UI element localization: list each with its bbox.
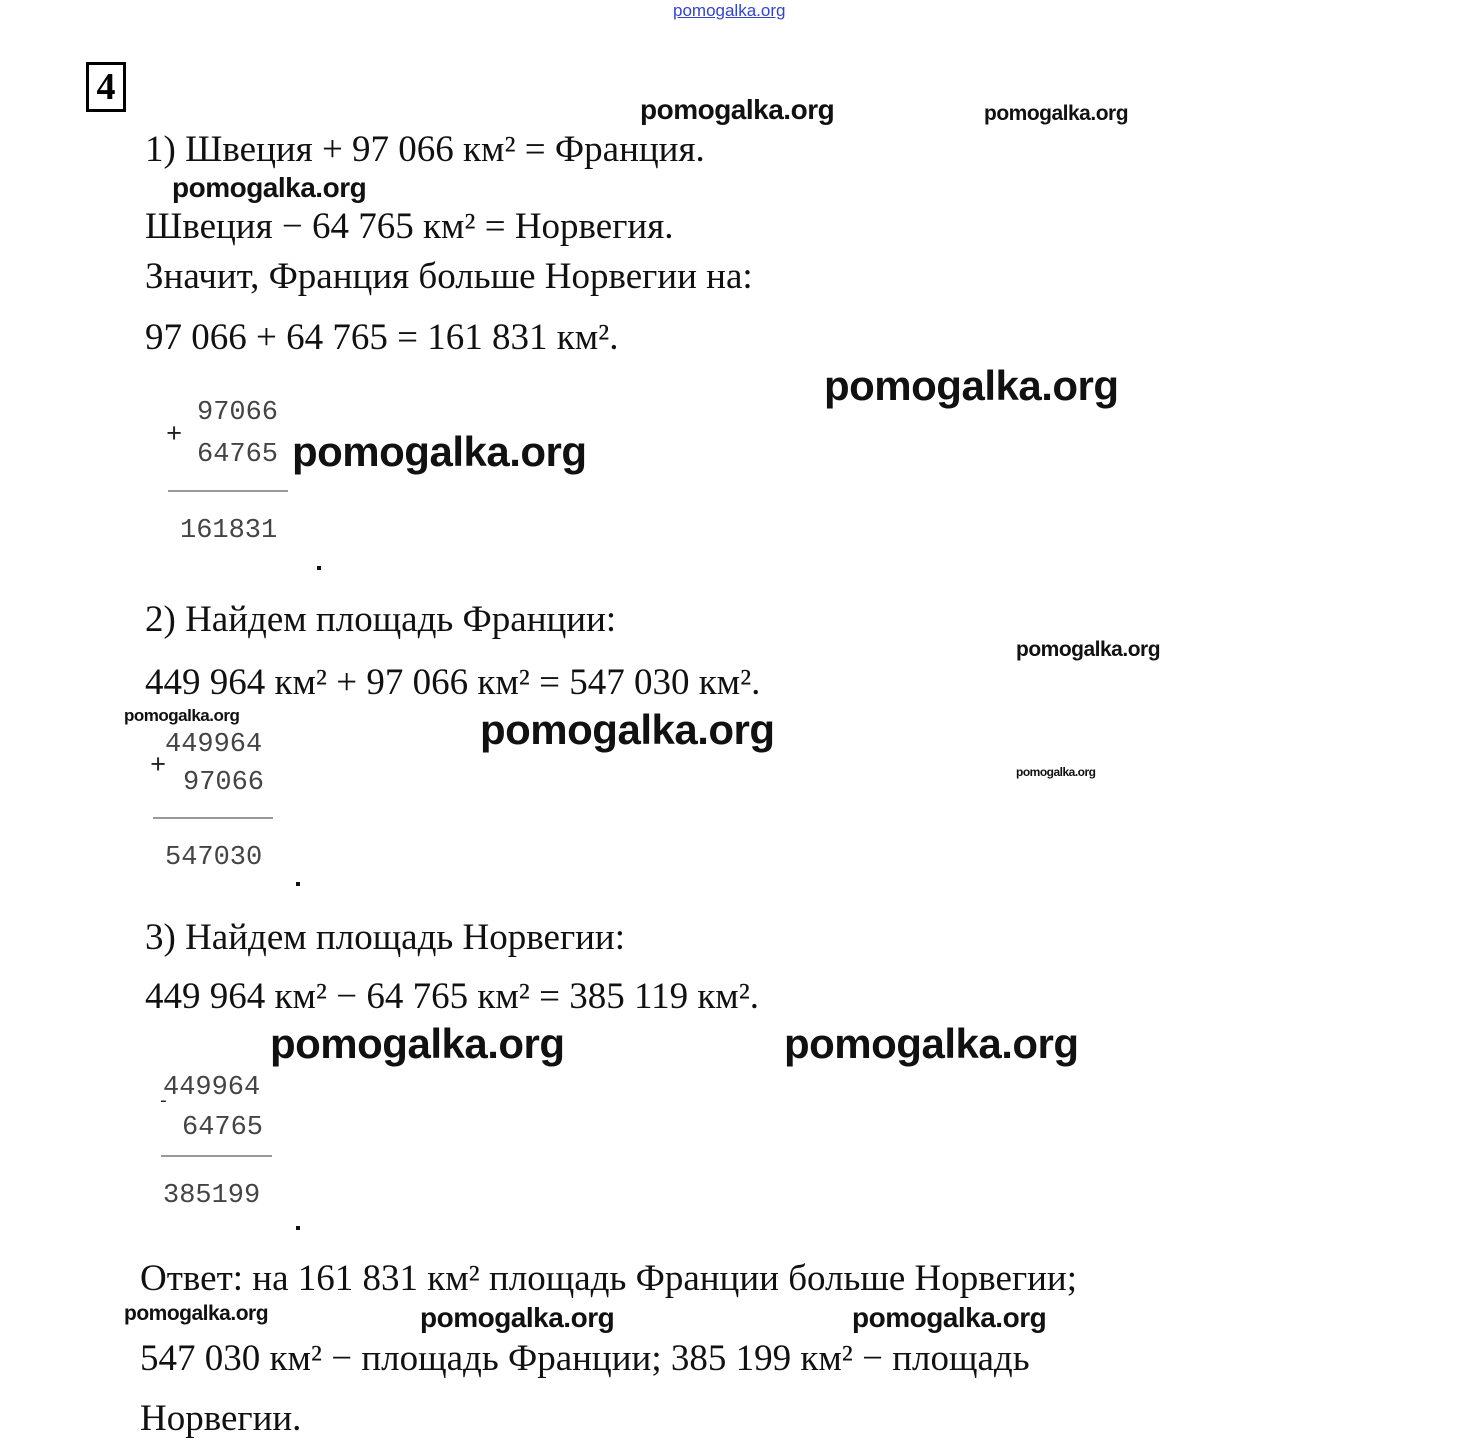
header-watermark[interactable]: pomogalka.org [673, 1, 786, 20]
column3-operator: - [158, 1092, 169, 1112]
watermark: pomogalka.org [984, 102, 1129, 125]
column3-dot [296, 1226, 300, 1230]
step3-equation: 449 964 км² − 64 765 км² = 385 119 км². [145, 976, 760, 1017]
watermark: pomogalka.org [124, 1302, 269, 1325]
column1-dot [317, 566, 321, 570]
column1-result: 161831 [180, 516, 278, 546]
watermark: pomogalka.org [270, 1020, 565, 1067]
column3-subtrahend: 64765 [182, 1113, 264, 1143]
answer-line1: Ответ: на 161 831 км² площадь Франции больше Норвегии; [140, 1258, 1077, 1299]
column2-addend-a: 449964 [165, 730, 263, 760]
watermark: pomogalka.org [292, 428, 587, 475]
watermark: pomogalka.org [640, 94, 835, 125]
step1-line3: Значит, Франция больше Норвегии на: [145, 256, 753, 297]
column1-operator: + [166, 421, 183, 451]
watermark: pomogalka.org [784, 1020, 1079, 1067]
column1-addend-a: 97066 [197, 398, 279, 428]
watermark: pomogalka.org [1016, 765, 1096, 779]
watermark: pomogalka.org [1016, 638, 1161, 661]
step1-line4: 97 066 + 64 765 = 161 831 км². [145, 317, 619, 358]
column1-addend-b: 64765 [197, 440, 279, 470]
column3-minuend: 449964 [163, 1073, 261, 1103]
column1-rule [168, 490, 288, 492]
watermark: pomogalka.org [420, 1302, 615, 1333]
watermark: pomogalka.org [124, 706, 240, 725]
column2-addend-b: 97066 [183, 768, 265, 798]
watermark: pomogalka.org [480, 706, 775, 753]
column2-result: 547030 [165, 843, 263, 873]
step1-line2: Швеция − 64 765 км² = Норвегия. [145, 206, 674, 247]
column3-result: 385199 [163, 1181, 261, 1211]
step1-line1: 1) Швеция + 97 066 км² = Франция. [145, 129, 705, 170]
column2-rule [153, 817, 273, 819]
step2-heading: 2) Найдем площадь Франции: [145, 599, 617, 640]
column3-rule [161, 1155, 272, 1157]
answer-line2: 547 030 км² − площадь Франции; 385 199 км² − площадь [140, 1338, 1030, 1379]
column2-operator: + [150, 752, 167, 782]
watermark: pomogalka.org [172, 172, 367, 203]
answer-line3: Норвегии. [140, 1398, 302, 1439]
watermark: pomogalka.org [852, 1302, 1047, 1333]
task-number: 4 [86, 62, 126, 112]
step3-heading: 3) Найдем площадь Норвегии: [145, 917, 626, 958]
step2-equation: 449 964 км² + 97 066 км² = 547 030 км². [145, 662, 761, 703]
watermark: pomogalka.org [824, 362, 1119, 409]
column2-dot [296, 882, 300, 886]
